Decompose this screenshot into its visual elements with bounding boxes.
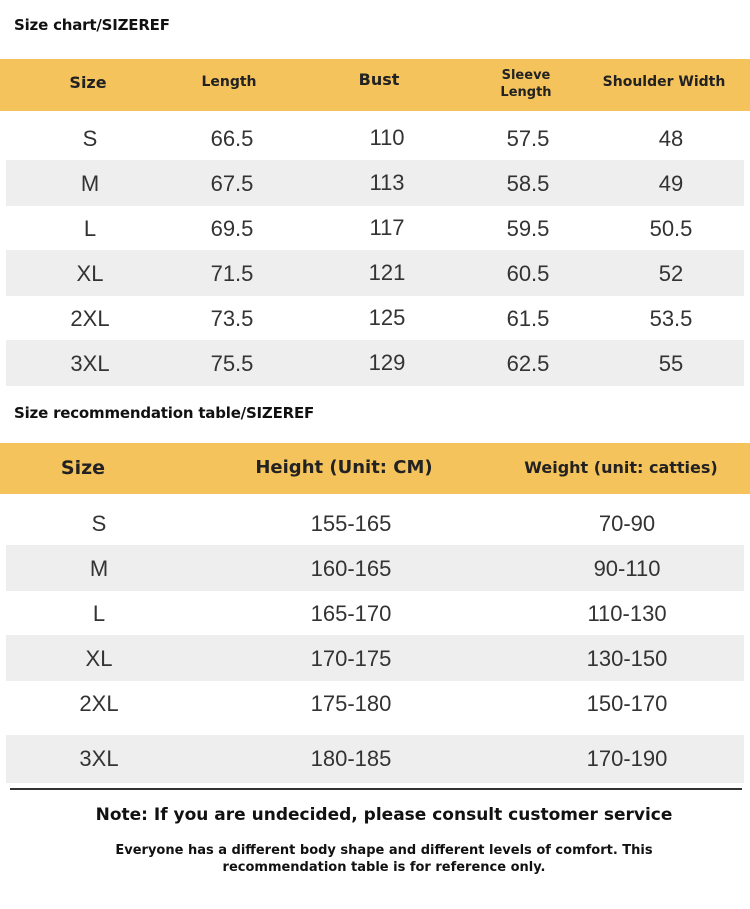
rec-header-height: Height (Unit: CM) bbox=[255, 457, 433, 478]
cell-length: 75.5 bbox=[210, 351, 254, 376]
header-length: Length bbox=[201, 74, 257, 90]
cell-bust: 117 bbox=[369, 215, 405, 240]
cell-shoulder: 49 bbox=[658, 171, 684, 196]
cell-size: 2XL bbox=[79, 691, 119, 716]
cell-size: 2XL bbox=[70, 306, 110, 331]
cell-size: S bbox=[82, 126, 98, 151]
table-row bbox=[6, 250, 744, 296]
cell-weight: 150-170 bbox=[586, 691, 668, 716]
cell-shoulder: 48 bbox=[658, 126, 684, 151]
note-detail-line1: Everyone has a different body shape and different levels of comfort. This bbox=[115, 843, 653, 858]
table-row bbox=[6, 115, 744, 161]
table-row bbox=[6, 735, 744, 783]
cell-size: L bbox=[83, 216, 97, 241]
cell-sleeve: 60.5 bbox=[506, 261, 550, 286]
cell-sleeve: 62.5 bbox=[506, 351, 550, 376]
cell-bust: 121 bbox=[368, 260, 406, 285]
table-row bbox=[6, 545, 744, 591]
cell-shoulder: 52 bbox=[658, 261, 684, 286]
cell-height: 170-175 bbox=[310, 646, 392, 671]
cell-size: M bbox=[89, 556, 109, 581]
header-size: Size bbox=[69, 73, 107, 92]
cell-length: 71.5 bbox=[210, 261, 254, 286]
note-detail-line2: recommendation table is for reference only. bbox=[222, 860, 546, 875]
cell-size: XL bbox=[85, 646, 113, 671]
cell-bust: 129 bbox=[368, 350, 406, 375]
table-row bbox=[6, 590, 744, 634]
table-row bbox=[6, 160, 744, 206]
cell-size: L bbox=[92, 601, 106, 626]
recommendation-header bbox=[0, 443, 750, 494]
table-row bbox=[6, 500, 744, 544]
table-row bbox=[6, 295, 744, 341]
cell-size: S bbox=[91, 511, 107, 536]
cell-height: 160-165 bbox=[310, 556, 392, 581]
cell-height: 165-170 bbox=[310, 601, 392, 626]
cell-length: 66.5 bbox=[210, 126, 254, 151]
header-sleeve-line2: Length bbox=[500, 85, 552, 100]
cell-bust: 113 bbox=[369, 170, 405, 195]
cell-sleeve: 58.5 bbox=[506, 171, 550, 196]
table-row bbox=[6, 635, 744, 681]
rec-header-weight: Weight (unit: catties) bbox=[524, 458, 718, 477]
cell-sleeve: 61.5 bbox=[506, 306, 550, 331]
divider bbox=[10, 788, 742, 790]
cell-height: 175-180 bbox=[310, 691, 392, 716]
cell-sleeve: 59.5 bbox=[506, 216, 550, 241]
cell-weight: 110-130 bbox=[587, 601, 667, 626]
note-main: Note: If you are undecided, please consult customer service bbox=[95, 805, 673, 825]
cell-size: XL bbox=[76, 261, 104, 286]
size-chart-header bbox=[0, 59, 750, 111]
cell-height: 180-185 bbox=[310, 746, 392, 771]
cell-shoulder: 55 bbox=[658, 351, 684, 376]
cell-weight: 170-190 bbox=[586, 746, 668, 771]
cell-sleeve: 57.5 bbox=[506, 126, 550, 151]
cell-size: 3XL bbox=[79, 746, 119, 771]
cell-length: 69.5 bbox=[210, 216, 254, 241]
size-chart-title: Size chart/SIZEREF bbox=[14, 16, 170, 34]
recommendation-title: Size recommendation table/SIZEREF bbox=[14, 404, 315, 422]
table-row bbox=[6, 205, 744, 251]
cell-shoulder: 50.5 bbox=[649, 216, 693, 241]
header-bust: Bust bbox=[358, 70, 400, 89]
cell-shoulder: 53.5 bbox=[649, 306, 693, 331]
cell-bust: 125 bbox=[368, 305, 406, 330]
header-sleeve-line1: Sleeve bbox=[501, 68, 551, 83]
cell-bust: 110 bbox=[369, 125, 405, 150]
cell-height: 155-165 bbox=[310, 511, 392, 536]
table-row bbox=[6, 680, 744, 732]
header-shoulder-width: Shoulder Width bbox=[602, 74, 726, 90]
table-row bbox=[6, 340, 744, 386]
rec-header-size: Size bbox=[60, 457, 106, 479]
cell-size: M bbox=[80, 171, 100, 196]
header-sleeve-length bbox=[500, 67, 551, 101]
cell-weight: 130-150 bbox=[586, 646, 668, 671]
cell-length: 73.5 bbox=[210, 306, 254, 331]
cell-size: 3XL bbox=[70, 351, 110, 376]
cell-length: 67.5 bbox=[210, 171, 254, 196]
cell-weight: 70-90 bbox=[598, 511, 656, 536]
cell-weight: 90-110 bbox=[593, 556, 661, 581]
